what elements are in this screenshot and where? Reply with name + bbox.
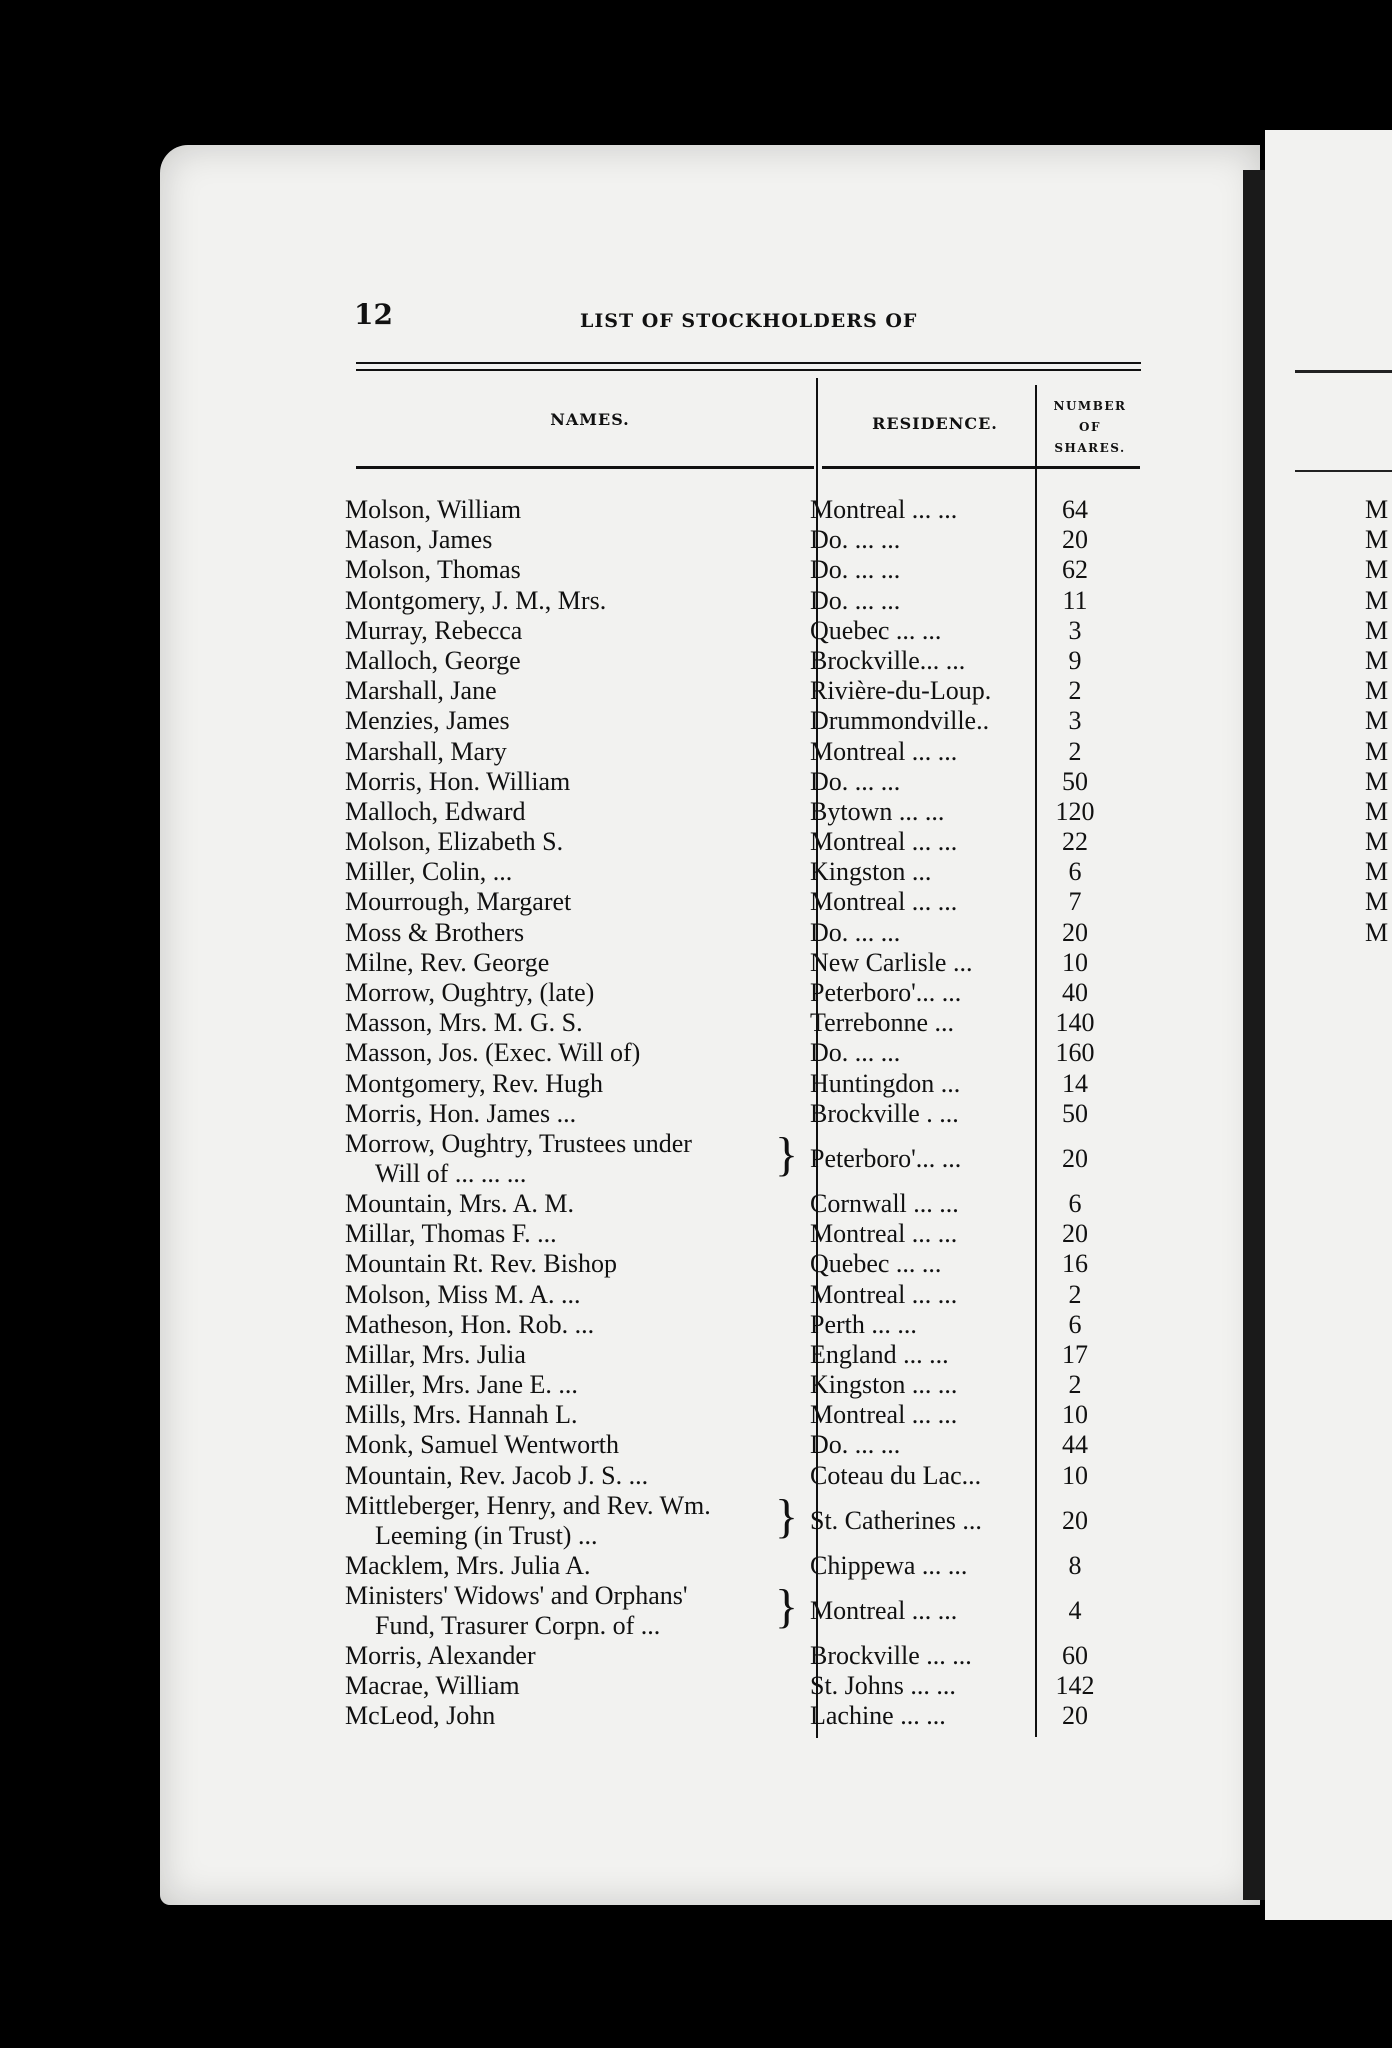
stockholder-name-line: Malloch, Edward: [345, 796, 526, 826]
stockholder-shares: 10: [1062, 1400, 1088, 1430]
facing-page-letter: M: [1365, 917, 1389, 947]
table-row: [330, 1280, 1145, 1310]
stockholder-shares: 6: [1068, 1309, 1082, 1339]
stockholder-residence: Peterboro'... ...: [810, 978, 962, 1007]
table-row: [330, 1641, 1145, 1671]
table-row: [330, 948, 1145, 978]
stockholder-residence: Bytown ... ...: [810, 796, 945, 826]
stockholder-name-line: Masson, Jos. (Exec. Will of): [345, 1038, 641, 1068]
stockholder-residence: Perth ... ...: [810, 1309, 917, 1339]
header-rule: [822, 466, 1140, 469]
stockholder-name: [345, 525, 1135, 555]
table-row: [330, 1008, 1145, 1038]
stockholder-shares: 62: [1062, 555, 1088, 585]
stockholder-name-line: Menzies, James: [345, 706, 510, 736]
book-spine: [1243, 170, 1265, 1900]
facing-page-letters: [1365, 495, 1392, 948]
stockholder-shares: 2: [1068, 736, 1082, 766]
table-row: [330, 586, 1145, 616]
stockholder-residence: Terrebonne ...: [810, 1008, 955, 1038]
stockholder-name: [345, 1249, 1135, 1279]
facing-page-letter: M: [1365, 585, 1389, 615]
stockholder-name-line: Morris, Hon. William: [345, 766, 571, 796]
facing-page-letter: M: [1365, 796, 1389, 826]
stockholders-table: [330, 495, 1145, 1732]
stockholder-name-line: Ministers' Widows' and Orphans': [345, 1581, 688, 1610]
stockholder-shares: 10: [1062, 1460, 1088, 1490]
stockholder-name: [345, 1551, 1135, 1581]
stockholder-name: [345, 1641, 1135, 1671]
stockholder-name-line: Mountain Rt. Rev. Bishop: [345, 1249, 618, 1279]
stockholder-name: [345, 737, 1135, 767]
header-rule: [356, 362, 1141, 364]
table-row: [330, 887, 1145, 917]
stockholder-name-line: Mills, Mrs. Hannah L.: [345, 1400, 578, 1430]
stockholder-residence: Rivière-du-Loup.: [810, 676, 992, 706]
table-row: [330, 1701, 1145, 1731]
stockholder-name: [345, 1189, 1135, 1219]
stockholder-shares: 6: [1068, 1188, 1082, 1218]
stockholder-residence: Cornwall ... ...: [810, 1188, 959, 1218]
stockholder-name-line: Monk, Samuel Wentworth: [345, 1430, 620, 1460]
table-row: [330, 1249, 1145, 1279]
stockholder-shares: 160: [1055, 1038, 1095, 1068]
stockholder-shares: 11: [1062, 585, 1088, 615]
stockholder-residence: Chippewa ... ...: [810, 1550, 968, 1580]
stockholder-name-line: Marshall, Jane: [345, 676, 497, 706]
table-row: [330, 676, 1145, 706]
stockholder-name: [345, 646, 1135, 676]
stockholder-residence: Montreal ... ...: [810, 887, 958, 917]
stockholder-name-line: Macrae, William: [345, 1671, 520, 1701]
stockholder-residence: Do. ... ...: [810, 1038, 901, 1068]
stockholder-residence: Coteau du Lac...: [810, 1460, 982, 1490]
table-row: [330, 918, 1145, 948]
stockholder-shares: 50: [1062, 766, 1088, 796]
stockholder-residence: Do. ... ...: [810, 585, 901, 615]
facing-page-letter: M: [1365, 706, 1389, 736]
stockholder-shares: 60: [1062, 1641, 1088, 1670]
page-number: 12: [354, 298, 393, 331]
stockholder-residence: Kingston ... ...: [810, 1370, 958, 1400]
stockholder-shares: 9: [1068, 645, 1082, 675]
stockholder-residence: St. Johns ... ...: [810, 1671, 956, 1701]
stockholder-name: [345, 1581, 1135, 1641]
stockholder-shares: 142: [1055, 1671, 1095, 1701]
stockholder-residence: Drummondville..: [810, 706, 990, 736]
stockholder-shares: 10: [1062, 947, 1088, 977]
stockholder-name-line: Murray, Rebecca: [345, 615, 523, 645]
stockholder-name-line: Miller, Colin, ...: [345, 857, 513, 887]
stockholder-residence: New Carlisle ...: [810, 947, 973, 977]
stockholder-shares: 120: [1055, 796, 1095, 826]
table-row: [330, 1671, 1145, 1701]
table-row: [330, 1099, 1145, 1129]
table-row: [330, 857, 1145, 887]
stockholder-name-line: Moss & Brothers: [345, 917, 525, 947]
stockholder-shares: 50: [1062, 1098, 1088, 1128]
stockholder-residence: Huntingdon ...: [810, 1068, 961, 1098]
stockholder-name-line: Mountain, Rev. Jacob J. S. ...: [345, 1460, 649, 1490]
stockholder-shares: 7: [1068, 887, 1082, 917]
stockholder-name: [345, 676, 1135, 706]
table-row: [330, 1581, 1145, 1641]
facing-page-letter: M: [1365, 887, 1389, 917]
table-row: [330, 1400, 1145, 1430]
stockholder-residence: Montreal ... ...: [810, 827, 958, 857]
stockholder-residence: Brockville... ...: [810, 645, 966, 675]
stockholder-name-line: Milne, Rev. George: [345, 947, 550, 977]
stockholder-name: [345, 1701, 1135, 1731]
stockholder-residence: St. Catherines ...: [810, 1505, 982, 1535]
table-row: [330, 1461, 1145, 1491]
table-row: [330, 1069, 1145, 1099]
stockholder-shares: 20: [1062, 917, 1088, 947]
stockholder-name-line: Will of ... ... ...: [375, 1158, 527, 1188]
stockholder-shares: 20: [1062, 1143, 1088, 1173]
stockholder-name: [345, 918, 1135, 948]
stockholder-shares: 20: [1062, 1505, 1088, 1535]
stockholder-name: [345, 978, 1135, 1008]
facing-page-letter: M: [1365, 857, 1389, 887]
stockholder-name: [345, 706, 1135, 736]
brace-glyph: }: [775, 1127, 799, 1181]
table-row: [330, 525, 1145, 555]
stockholder-name: [345, 1219, 1135, 1249]
stockholder-residence: Brockville ... ...: [810, 1641, 972, 1670]
stockholder-residence: Do. ... ...: [810, 555, 901, 585]
stockholder-residence: Do. ... ...: [810, 525, 901, 555]
facing-page: [1265, 130, 1392, 1920]
stockholder-residence: Do. ... ...: [810, 1430, 901, 1460]
stockholder-name: [345, 1400, 1135, 1430]
stockholder-name: [345, 495, 1135, 525]
stockholder-name: [345, 1430, 1135, 1460]
stockholder-name: [345, 1310, 1135, 1340]
facing-page-letter: M: [1365, 676, 1389, 706]
facing-page-letter: M: [1365, 525, 1389, 555]
stockholder-name: [345, 1340, 1135, 1370]
stockholder-name-line: Molson, Elizabeth S.: [345, 827, 564, 857]
stockholder-shares: 14: [1062, 1068, 1088, 1098]
stockholder-residence: Quebec ... ...: [810, 615, 942, 645]
stockholder-shares: 140: [1055, 1008, 1095, 1038]
stockholder-shares: 17: [1062, 1339, 1088, 1369]
table-row: [330, 767, 1145, 797]
stockholder-name: [345, 887, 1135, 917]
stockholder-shares: 20: [1062, 1219, 1088, 1249]
column-header-shares: [1040, 396, 1140, 459]
facing-page-letter: M: [1365, 645, 1389, 675]
stockholder-name-line: Macklem, Mrs. Julia A.: [345, 1550, 591, 1580]
stockholder-name-line: Morrow, Oughtry, Trustees under: [345, 1128, 692, 1158]
brace-glyph: }: [775, 1489, 799, 1543]
stockholder-shares: 2: [1068, 676, 1082, 706]
stockholder-residence: Peterboro'... ...: [810, 1143, 962, 1173]
table-row: [330, 495, 1145, 525]
stockholder-name-line: Morris, Hon. James ...: [345, 1098, 577, 1128]
stockholder-name-line: Morris, Alexander: [345, 1641, 536, 1670]
table-row: [330, 1189, 1145, 1219]
facing-page-letter: M: [1365, 555, 1389, 585]
stockholder-name: [345, 1671, 1135, 1701]
stockholder-name-line: Matheson, Hon. Rob. ...: [345, 1309, 595, 1339]
column-header-shares-line: OF: [1079, 420, 1101, 434]
column-header-residence: RESIDENCE.: [872, 414, 998, 433]
table-row: [330, 1551, 1145, 1581]
column-header-names: NAMES.: [550, 410, 630, 429]
brace-glyph: }: [775, 1580, 799, 1633]
stockholder-name-line: Mittleberger, Henry, and Rev. Wm.: [345, 1490, 711, 1520]
stockholder-name-line: Millar, Mrs. Julia: [345, 1339, 526, 1369]
stockholder-name-line: Masson, Mrs. M. G. S.: [345, 1008, 583, 1038]
facing-page-letter: M: [1365, 736, 1389, 766]
table-row: [330, 1370, 1145, 1400]
facing-page-letter: M: [1365, 615, 1389, 645]
stockholder-residence: Montreal ... ...: [810, 736, 958, 766]
stockholder-name-line: Fund, Trasurer Corpn. of ...: [375, 1611, 661, 1640]
facing-page-rule: [1295, 370, 1392, 373]
stockholder-name-line: Mason, James: [345, 525, 493, 555]
table-row: [330, 646, 1145, 676]
stockholder-shares: 2: [1068, 1370, 1082, 1400]
stockholder-name-line: Molson, Thomas: [345, 555, 521, 585]
stockholder-residence: Brockville . ...: [810, 1098, 959, 1128]
stockholder-name-line: Montgomery, Rev. Hugh: [345, 1068, 604, 1098]
facing-page-letter: M: [1365, 495, 1389, 524]
stockholder-shares: 2: [1068, 1279, 1082, 1309]
table-row: [330, 555, 1145, 585]
stockholder-shares: 4: [1068, 1596, 1082, 1625]
header-rule: [356, 369, 1141, 371]
stockholder-shares: 64: [1062, 495, 1088, 524]
stockholder-name: [345, 767, 1135, 797]
stockholder-name: [345, 1129, 1135, 1189]
stockholder-shares: 22: [1062, 827, 1088, 857]
stockholder-name: [345, 1280, 1135, 1310]
table-row: [330, 797, 1145, 827]
stockholder-name: [345, 1461, 1135, 1491]
stockholder-residence: England ... ...: [810, 1339, 949, 1369]
table-row: [330, 1129, 1145, 1189]
stockholder-shares: 3: [1068, 615, 1082, 645]
stockholder-name: [345, 948, 1135, 978]
stockholder-name: [345, 1370, 1135, 1400]
stockholder-shares: 40: [1062, 978, 1088, 1007]
stockholder-shares: 20: [1062, 525, 1088, 555]
stockholder-name-line: Malloch, George: [345, 645, 521, 675]
stockholder-name: [345, 1491, 1135, 1551]
stockholder-name: [345, 827, 1135, 857]
facing-page-letter: M: [1365, 766, 1389, 796]
page-title: LIST OF STOCKHOLDERS OF: [580, 310, 918, 332]
stockholder-name-line: Millar, Thomas F. ...: [345, 1219, 557, 1249]
column-header-shares-line: SHARES.: [1054, 441, 1126, 455]
stockholder-name-line: Morrow, Oughtry, (late): [345, 978, 595, 1007]
stockholder-shares: 3: [1068, 706, 1082, 736]
table-row: [330, 1491, 1145, 1551]
stockholder-residence: Montreal ... ...: [810, 1219, 958, 1249]
stockholder-name-line: Mountain, Mrs. A. M.: [345, 1188, 574, 1218]
stockholder-name-line: Mourrough, Margaret: [345, 887, 572, 917]
facing-page-letter: M: [1365, 827, 1389, 857]
table-row: [330, 1310, 1145, 1340]
stockholder-name: [345, 1038, 1135, 1068]
table-row: [330, 978, 1145, 1008]
stockholder-shares: 8: [1068, 1550, 1082, 1580]
stockholder-name: [345, 555, 1135, 585]
stockholder-name: [345, 1008, 1135, 1038]
stockholder-residence: Kingston ...: [810, 857, 932, 887]
stockholder-name-line: Molson, Miss M. A. ...: [345, 1279, 581, 1309]
stockholder-name: [345, 586, 1135, 616]
table-row: [330, 827, 1145, 857]
stockholder-name-line: Marshall, Mary: [345, 736, 507, 766]
stockholder-shares: 6: [1068, 857, 1082, 887]
header-rule: [356, 466, 814, 469]
table-row: [330, 1038, 1145, 1068]
stockholder-residence: Montreal ... ...: [810, 1596, 958, 1625]
table-row: [330, 1340, 1145, 1370]
stockholder-name: [345, 1099, 1135, 1129]
stockholder-residence: Montreal ... ...: [810, 1400, 958, 1430]
stockholder-name-line: Miller, Mrs. Jane E. ...: [345, 1370, 578, 1400]
column-header-shares-line: NUMBER: [1053, 399, 1127, 413]
stockholder-residence: Do. ... ...: [810, 917, 901, 947]
stockholder-name-line: Montgomery, J. M., Mrs.: [345, 585, 607, 615]
stockholder-residence: Montreal ... ...: [810, 495, 958, 524]
stockholder-residence: Do. ... ...: [810, 766, 901, 796]
stockholder-shares: 16: [1062, 1249, 1088, 1279]
stockholder-name: [345, 1069, 1135, 1099]
stockholder-shares: 20: [1062, 1701, 1088, 1731]
stockholder-name: [345, 797, 1135, 827]
table-row: [330, 706, 1145, 736]
facing-page-rule: [1295, 470, 1392, 472]
stockholder-residence: Montreal ... ...: [810, 1279, 958, 1309]
table-row: [330, 616, 1145, 646]
table-row: [330, 1430, 1145, 1460]
stockholder-shares: 44: [1062, 1430, 1088, 1460]
stockholder-residence: Lachine ... ...: [810, 1701, 946, 1731]
stockholder-name: [345, 857, 1135, 887]
stockholder-name-line: Molson, William: [345, 495, 522, 524]
table-row: [330, 1219, 1145, 1249]
stockholder-name: [345, 616, 1135, 646]
stockholder-residence: Quebec ... ...: [810, 1249, 942, 1279]
stockholder-name-line: Leeming (in Trust) ...: [375, 1520, 598, 1550]
table-row: [330, 737, 1145, 767]
stockholder-name-line: McLeod, John: [345, 1701, 496, 1731]
